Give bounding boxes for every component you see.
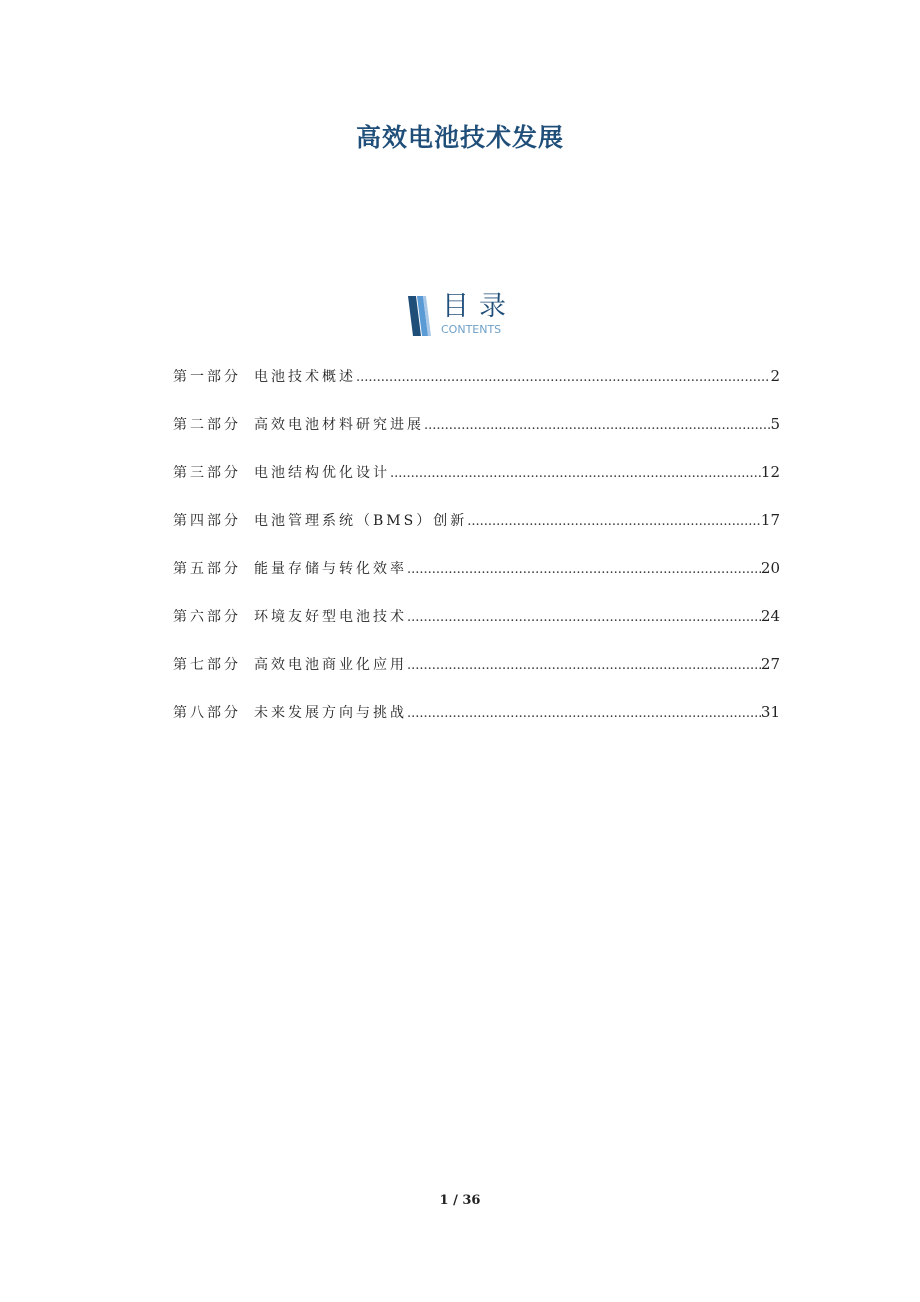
toc-entry-part: 第六部分: [173, 609, 241, 625]
toc-entry-page: 5: [770, 415, 780, 433]
toc-entry-part: 第七部分: [173, 657, 241, 673]
toc-entry-title: 高效电池商业化应用: [254, 657, 407, 673]
toc-entry-page: 2: [770, 367, 780, 385]
toc-entry-5[interactable]: [173, 556, 780, 580]
toc-entry-1[interactable]: [173, 364, 780, 388]
toc-entry-page: 20: [760, 559, 780, 577]
table-of-contents: [173, 364, 780, 748]
toc-entry-page: 17: [760, 511, 780, 529]
toc-entry-part: 第八部分: [173, 705, 241, 721]
toc-dot-leader: [407, 654, 761, 678]
toc-dot-leader: [356, 366, 770, 390]
book-stripe-logo-icon: [406, 294, 432, 338]
toc-entry-title: 未来发展方向与挑战: [254, 705, 407, 721]
toc-entry-page: 31: [760, 703, 780, 721]
toc-dot-leader: [467, 510, 761, 534]
toc-entry-part: 第四部分: [173, 513, 241, 529]
toc-dot-leader: [390, 462, 761, 486]
toc-entry-title: 能量存储与转化效率: [254, 561, 407, 577]
toc-heading-chinese: 目录: [442, 291, 516, 322]
toc-entry-title: 高效电池材料研究进展: [254, 417, 424, 433]
toc-dot-leader: [407, 606, 761, 630]
document-title: 高效电池技术发展: [355, 123, 564, 152]
page-number-footer: 1 / 36: [439, 1193, 481, 1208]
toc-entry-2[interactable]: [173, 412, 780, 436]
toc-entry-7[interactable]: [173, 652, 780, 676]
toc-entry-title: 电池管理系统（BMS）创新: [254, 513, 468, 529]
toc-dot-leader: [407, 558, 761, 582]
toc-entry-6[interactable]: [173, 604, 780, 628]
toc-entry-title: 电池技术概述: [254, 369, 356, 385]
toc-entry-page: 24: [760, 607, 780, 625]
toc-entry-part: 第五部分: [173, 561, 241, 577]
toc-heading-english: CONTENTS: [441, 323, 502, 336]
toc-entry-3[interactable]: [173, 460, 780, 484]
toc-entry-part: 第一部分: [173, 369, 241, 385]
toc-heading: [400, 290, 530, 342]
toc-entry-title: 环境友好型电池技术: [254, 609, 407, 625]
toc-entry-title: 电池结构优化设计: [254, 465, 390, 481]
toc-dot-leader: [424, 414, 770, 438]
toc-entry-part: 第二部分: [173, 417, 241, 433]
toc-entry-8[interactable]: [173, 700, 780, 724]
toc-dot-leader: [407, 702, 761, 726]
toc-entry-page: 12: [760, 463, 780, 481]
toc-entry-page: 27: [760, 655, 780, 673]
toc-entry-part: 第三部分: [173, 465, 241, 481]
toc-entry-4[interactable]: [173, 508, 780, 532]
